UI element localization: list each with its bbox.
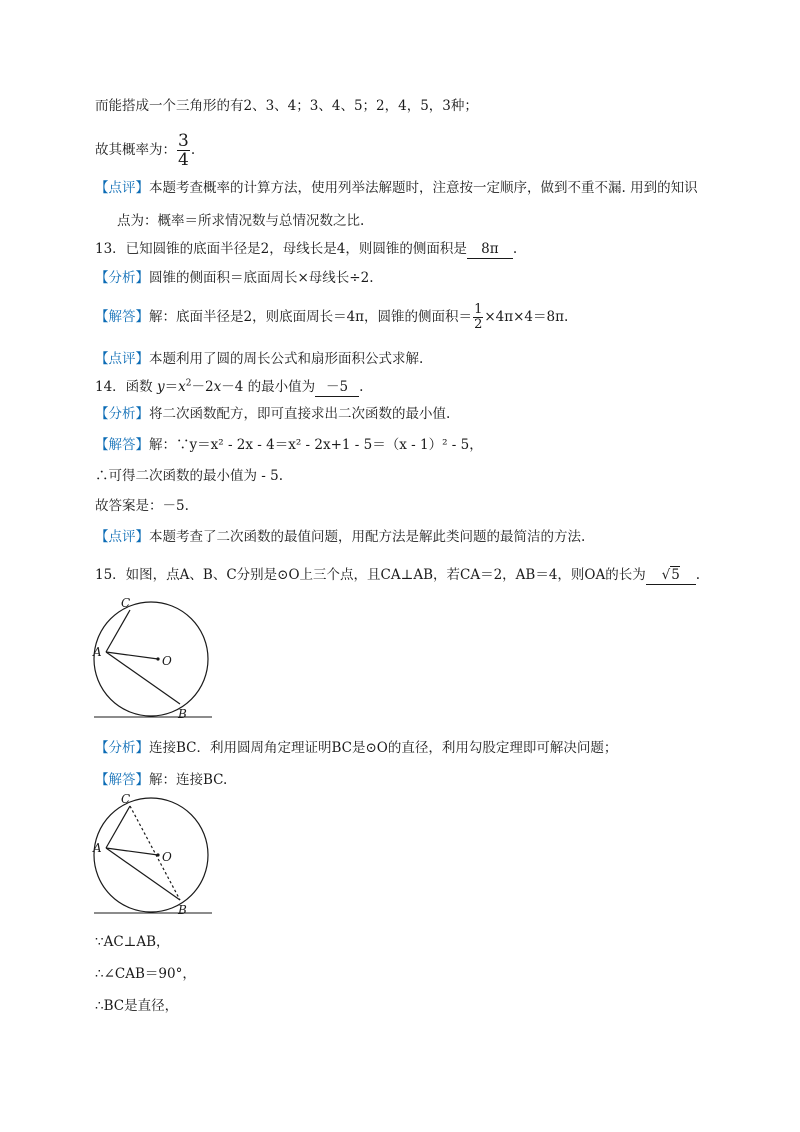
- solution-text: 解：底面半径是2，则底面周长＝4π，圆锥的侧面积＝: [149, 309, 473, 325]
- analysis-text: 将二次函数配方，即可直接求出二次函数的最小值.: [149, 406, 451, 422]
- analysis-line: [95, 738, 617, 758]
- answer-blank: 8π: [467, 240, 513, 259]
- probability-prefix: 故其概率为：: [95, 142, 176, 158]
- proof-step: [95, 996, 178, 1016]
- question-13: [95, 239, 517, 259]
- question-text: 13．已知圆锥的底面半径是2，母线长是4，则圆锥的侧面积是: [95, 241, 467, 257]
- question-text: 15．如图，点A、B、C分别是⊙O上三个点，且CA⊥AB，若CA＝2，AB＝4，则OA的长为: [95, 567, 646, 583]
- circle-o: [94, 602, 208, 716]
- answer-text: 故答案是：－5.: [95, 498, 189, 514]
- solution-tag: 【解答】: [95, 772, 149, 788]
- term: －2: [191, 379, 214, 395]
- fraction-numerator: 3: [178, 131, 189, 151]
- question-14: [95, 377, 363, 397]
- solution-tag: 【解答】: [95, 437, 149, 453]
- var-x: x: [213, 379, 222, 395]
- label-o: O: [162, 850, 172, 864]
- proof-step: [95, 964, 196, 984]
- solution-step: [95, 466, 283, 486]
- text-line: [95, 96, 478, 116]
- solution-text-end: ×4π×4＝8π.: [484, 309, 569, 325]
- label-a: A: [93, 841, 102, 855]
- label-o: O: [162, 654, 172, 668]
- solution-step-text: ∴可得二次函数的最小值为 - 5.: [95, 468, 284, 484]
- analysis-line: [95, 404, 450, 424]
- analysis-line: [95, 268, 374, 288]
- analysis-tag: 【分析】: [95, 270, 149, 286]
- period: .: [512, 241, 518, 257]
- question-text: －4 的最小值为: [221, 379, 316, 395]
- point-o: [156, 853, 159, 856]
- comment-text: 本题利用了圆的周长公式和扇形面积公式求解.: [149, 351, 424, 367]
- answer-blank: －5: [315, 378, 359, 397]
- proof-step-text: ∵AC⊥AB，: [95, 934, 170, 950]
- comment-tag: 【点评】: [95, 180, 149, 196]
- circle-o: [94, 798, 208, 912]
- radicand: 5: [671, 567, 680, 583]
- segment-bc-dashed: [130, 806, 180, 900]
- proof-step: [95, 932, 170, 952]
- comment-line: [95, 527, 585, 547]
- enumeration-text: 而能搭成一个三角形的有2、3、4；3、4、5；2，4，5，3种；: [95, 98, 478, 114]
- solution-text: 解：∵y＝x² - 2x - 4＝x² - 2x+1 - 5＝（x - 1）² - 5，: [149, 437, 483, 453]
- comment-continuation: [117, 211, 364, 231]
- analysis-text: 连接BC．利用圆周角定理证明BC是⊙O的直径，利用勾股定理即可解决问题；: [149, 740, 618, 756]
- comment-line: [95, 349, 423, 369]
- equals: ＝: [164, 379, 179, 395]
- var-y: y: [156, 379, 165, 395]
- segment-ac: [106, 806, 130, 848]
- circle-figure: [88, 596, 218, 720]
- comment-text: 本题考查概率的计算方法，使用列举法解题时，注意按一定顺序，做到不重不漏. 用到的知识: [149, 180, 698, 196]
- solution-line: [95, 300, 568, 334]
- proof-step-text: ∴∠CAB＝90°，: [95, 966, 196, 982]
- proof-step-text: ∴BC是直径，: [95, 998, 179, 1014]
- answer-blank: [646, 566, 696, 585]
- fraction-denominator: 4: [178, 150, 189, 170]
- point-o: [156, 657, 159, 660]
- analysis-text: 圆锥的侧面积＝底面周长×母线长÷2.: [149, 270, 374, 286]
- segment-ac: [106, 610, 130, 652]
- var-x: x: [178, 379, 186, 395]
- label-b: B: [178, 707, 187, 720]
- fraction-numerator: 1: [474, 302, 483, 317]
- fraction-denominator: 2: [474, 317, 483, 332]
- analysis-tag: 【分析】: [95, 740, 149, 756]
- circle-figure-with-bc: [88, 792, 218, 916]
- comment-tag: 【点评】: [95, 529, 149, 545]
- fraction: [177, 132, 190, 169]
- comment-line: [95, 178, 698, 198]
- solution-text: 解：连接BC.: [149, 772, 228, 788]
- exponent: 2: [185, 378, 192, 389]
- sqrt-expression: √5: [661, 567, 680, 583]
- question-number: 14．函数: [95, 379, 157, 395]
- period: .: [359, 379, 364, 395]
- analysis-tag: 【分析】: [95, 406, 149, 422]
- fraction: [473, 303, 483, 332]
- comment-tag: 【点评】: [95, 351, 149, 367]
- period: .: [190, 142, 196, 158]
- comment-text-continued: 点为：概率＝所求情况数与总情况数之比.: [117, 213, 365, 229]
- solution-line: [95, 770, 227, 790]
- comment-text: 本题考查了二次函数的最值问题，用配方法是解此类问题的最简洁的方法.: [149, 529, 586, 545]
- label-b: B: [178, 903, 187, 916]
- question-15: [95, 565, 700, 585]
- period: .: [695, 567, 701, 583]
- probability-line: [95, 132, 195, 169]
- solution-tag: 【解答】: [95, 309, 149, 325]
- label-a: A: [93, 645, 102, 659]
- solution-line: [95, 435, 483, 455]
- label-c: C: [121, 792, 131, 806]
- answer-line: [95, 496, 189, 516]
- label-c: C: [121, 596, 131, 610]
